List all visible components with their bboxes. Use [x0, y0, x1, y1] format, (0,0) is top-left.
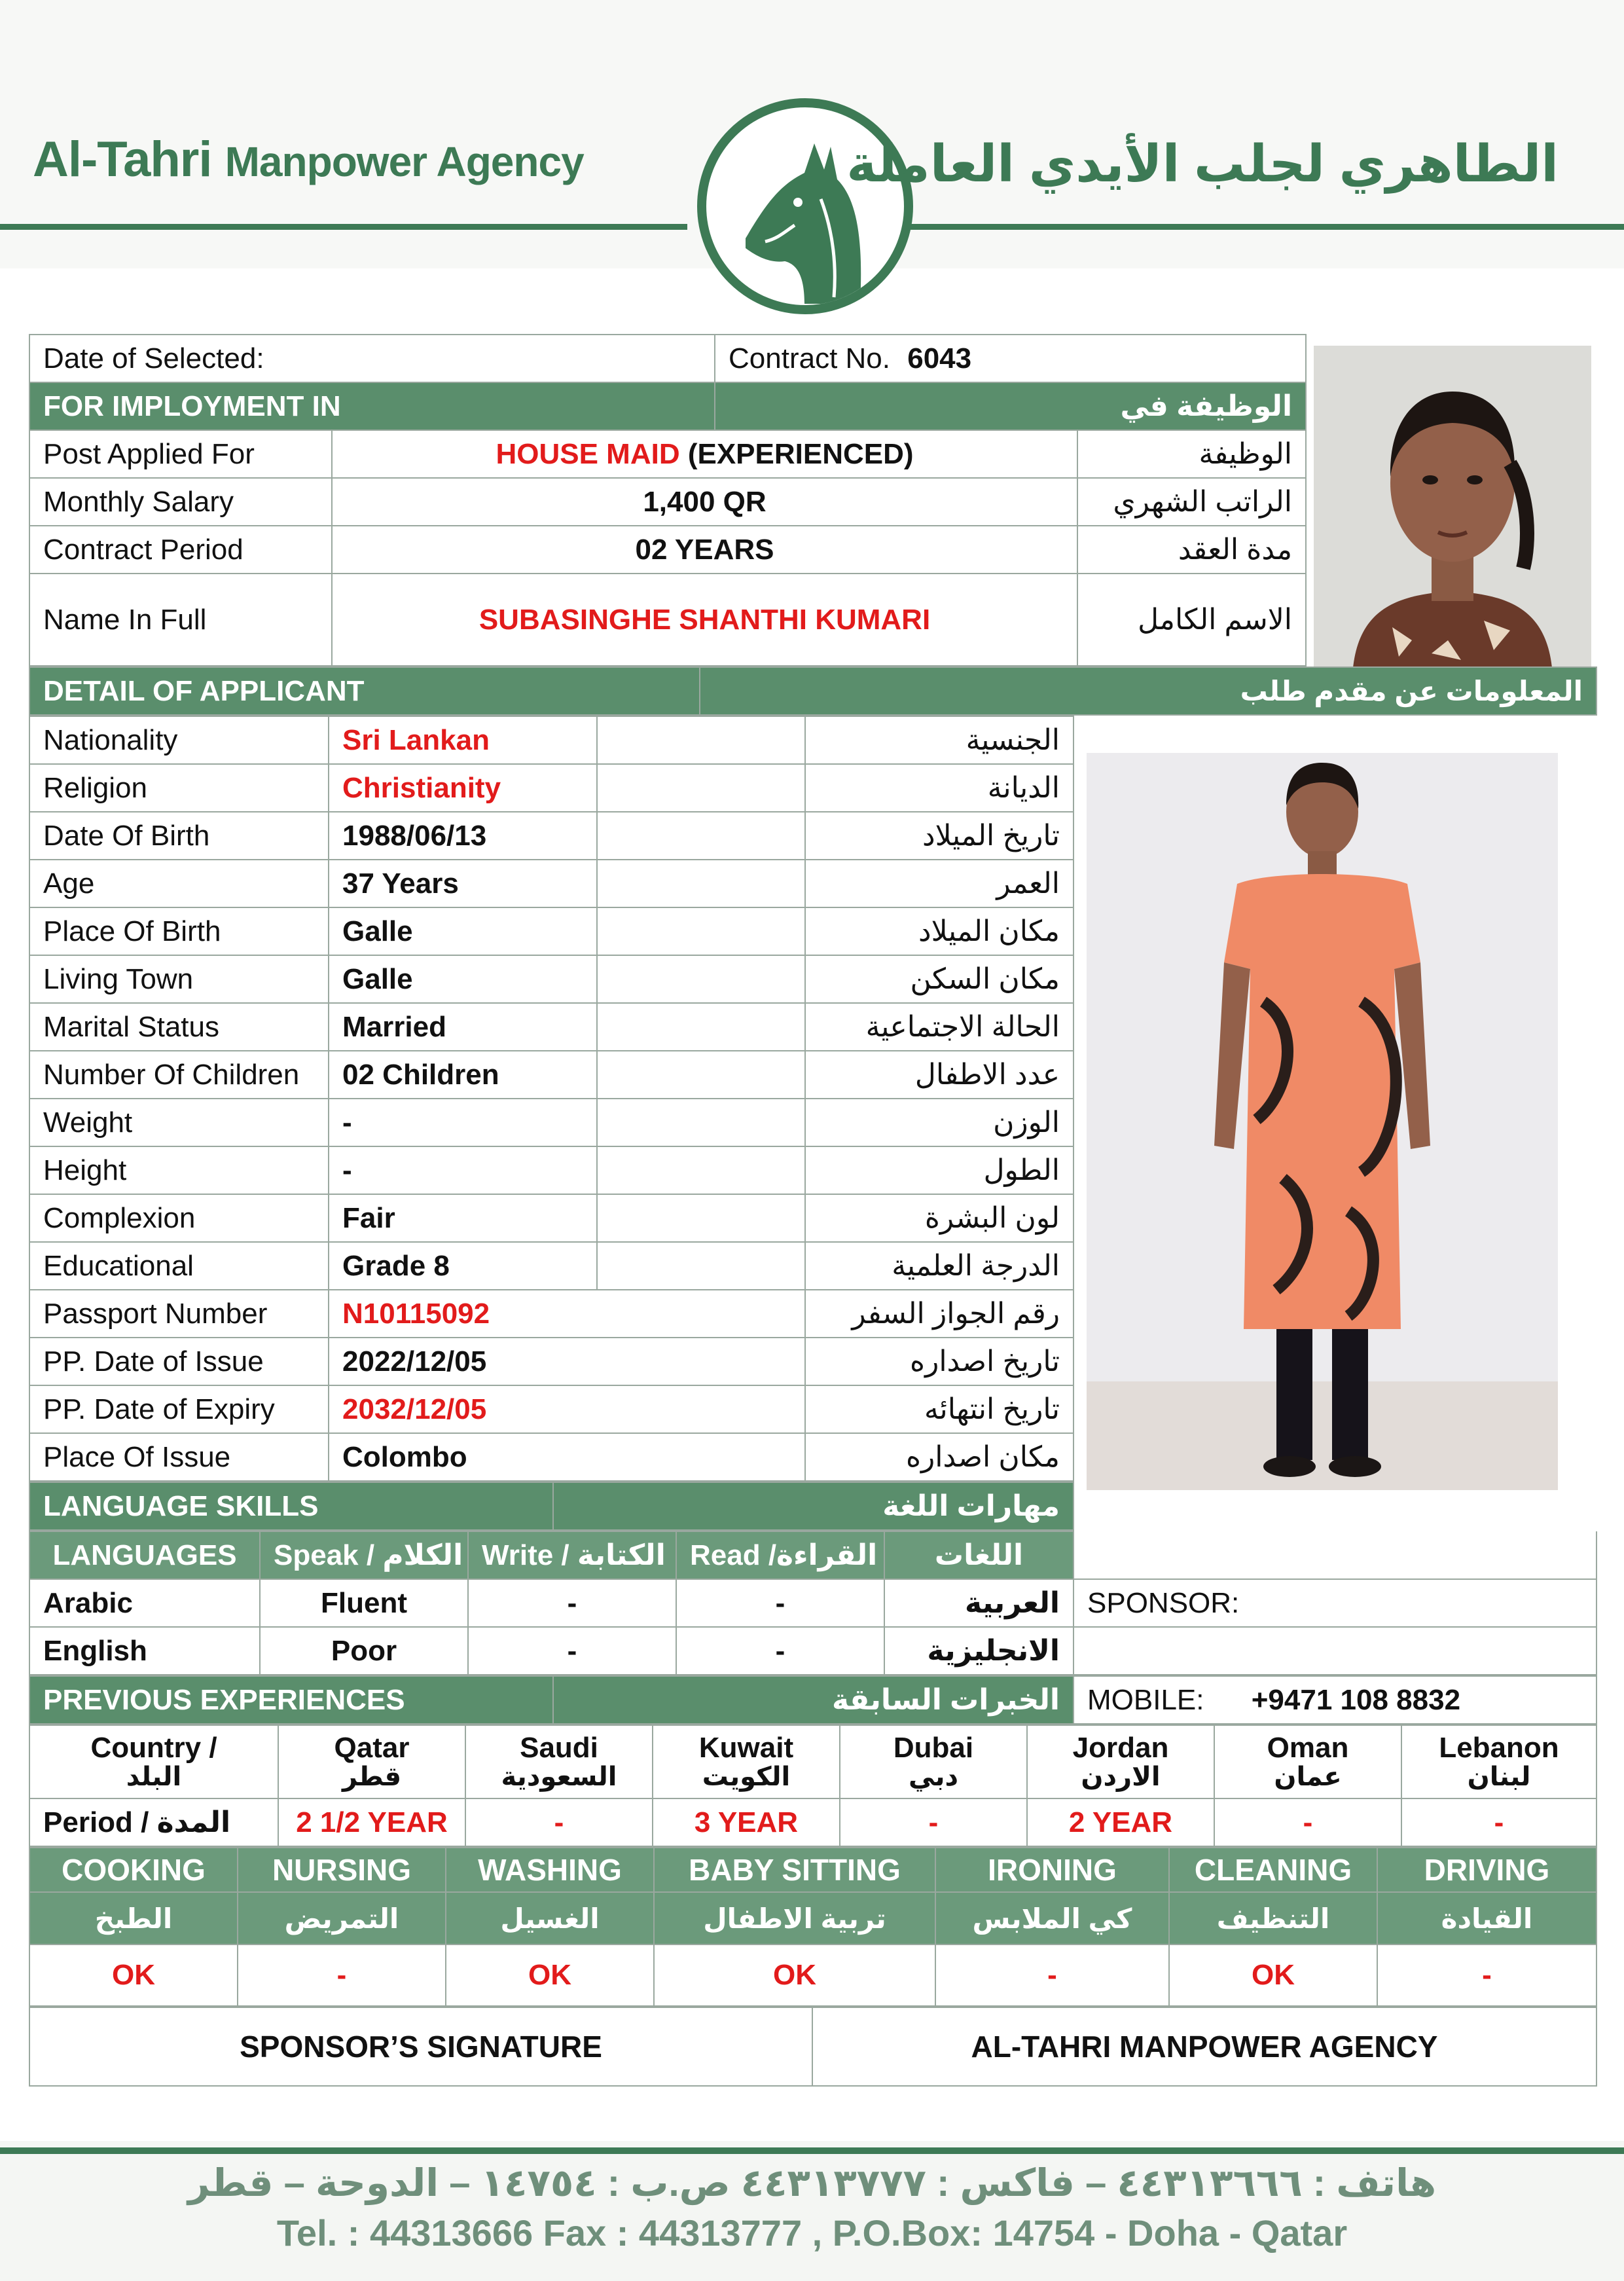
date-selected-label: Date of Selected: [29, 335, 715, 382]
skill-name-arabic: التمريض [238, 1892, 446, 1944]
mobile-label: MOBILE: [1087, 1683, 1204, 1716]
detail-value: 37 Years [329, 860, 597, 907]
monthly-salary-label-arabic: الراتب الشهري [1077, 478, 1306, 526]
detail-label: Passport Number [29, 1290, 329, 1338]
monthly-salary-value: 1,400 QR [332, 478, 1077, 526]
brand-name-main: Al-Tahri [33, 132, 212, 187]
experience-country [465, 1725, 653, 1798]
detail-label: Living Town [29, 955, 329, 1003]
experience-country-en: Qatar [334, 1731, 410, 1764]
experience-country-en: Oman [1267, 1731, 1349, 1764]
full-name-value: SUBASINGHE SHANTHI KUMARI [332, 574, 1077, 666]
applicant-detail-row [29, 1051, 1074, 1099]
detail-label: Educational [29, 1242, 329, 1290]
applicant-section-header [29, 666, 1597, 716]
skill-value: - [238, 1944, 446, 2006]
skill-name: CLEANING [1169, 1848, 1377, 1892]
applicant-detail-row [29, 1242, 1074, 1290]
post-applied-value [332, 430, 1077, 478]
experience-country-en: Dubai [893, 1731, 974, 1764]
language-name: English [29, 1627, 260, 1675]
detail-value: Colombo [329, 1433, 805, 1481]
experience-period: - [1214, 1798, 1401, 1846]
employment-section-title: FOR IMPLOYMENT IN [29, 382, 715, 430]
experience-country-ar: السعودية [501, 1762, 617, 1792]
detail-label-arabic: الدرجة العلمية [805, 1242, 1074, 1290]
language-section-title-arabic: مهارات اللغة [553, 1482, 1074, 1530]
detail-value: 1988/06/13 [329, 812, 597, 860]
experience-country-ar: عمان [1274, 1762, 1342, 1792]
experience-section-header [29, 1675, 1597, 1724]
detail-label: Weight [29, 1099, 329, 1146]
detail-label-arabic: الديانة [805, 764, 1074, 812]
contract-period-label: Contract Period [29, 526, 332, 574]
detail-label-arabic: رقم الجواز السفر [805, 1290, 1074, 1338]
detail-spacer [597, 812, 805, 860]
detail-value: - [329, 1146, 597, 1194]
skill-name: NURSING [238, 1848, 446, 1892]
letterhead [0, 0, 1624, 268]
applicant-section-title-arabic: المعلومات عن مقدم طلب [700, 667, 1597, 715]
skill-value: - [935, 1944, 1169, 2006]
experience-country-ar: الكويت [702, 1762, 791, 1792]
detail-value: 2032/12/05 [329, 1385, 805, 1433]
applicant-detail-row [29, 1194, 1074, 1242]
footer-contact-arabic: هاتف : ٤٤٣١٣٦٦٦ – فاكس : ٤٤٣١٣٧٧٧ ص.ب : ١٤٧٥٤ – الدوحة – قطر [187, 2162, 1437, 2204]
detail-label-arabic: مكان الميلاد [805, 907, 1074, 955]
detail-label: Complexion [29, 1194, 329, 1242]
contract-number-cell [715, 335, 1306, 382]
language-section-header [29, 1482, 1074, 1531]
skill-name: BABY SITTING [654, 1848, 935, 1892]
detail-label-arabic: مكان اصداره [805, 1433, 1074, 1481]
skills-table [29, 1847, 1597, 2007]
detail-spacer [597, 1146, 805, 1194]
applicant-detail-row [29, 716, 1074, 764]
detail-value: Galle [329, 955, 597, 1003]
brand-name-arabic: الطاهري لجلب الأيدي العاملة [846, 135, 1559, 192]
experience-country [278, 1725, 465, 1798]
detail-label: Nationality [29, 716, 329, 764]
language-name: Arabic [29, 1579, 260, 1627]
experience-country-ar: دبي [908, 1762, 958, 1792]
detail-spacer [597, 955, 805, 1003]
detail-label: Place Of Issue [29, 1433, 329, 1481]
experience-period: - [840, 1798, 1027, 1846]
experience-country-ar: قطر [342, 1762, 402, 1792]
skill-name-arabic: كي الملابس [935, 1892, 1169, 1944]
applicant-detail-row [29, 1099, 1074, 1146]
skill-name-arabic: تربية الاطفال [654, 1892, 935, 1944]
agency-signature-label: AL-TAHRI MANPOWER AGENCY [812, 2007, 1597, 2086]
experience-country-en: Jordan [1072, 1731, 1169, 1764]
language-read: - [676, 1627, 884, 1675]
employment-table [29, 334, 1307, 666]
experience-country-ar: لبنان [1467, 1762, 1531, 1792]
language-write: - [468, 1579, 676, 1627]
full-name-label: Name In Full [29, 574, 332, 666]
detail-spacer [597, 1194, 805, 1242]
detail-label-arabic: تاريخ الميلاد [805, 812, 1074, 860]
skill-name-arabic: التنظيف [1169, 1892, 1377, 1944]
language-name-arabic: الانجليزية [884, 1627, 1074, 1675]
detail-value: Sri Lankan [329, 716, 597, 764]
header-rule-left [0, 224, 687, 230]
detail-label-arabic: الحالة الاجتماعية [805, 1003, 1074, 1051]
applicant-detail-row [29, 1146, 1074, 1194]
full-name-label-arabic: الاسم الكامل [1077, 574, 1306, 666]
applicant-detail-row [29, 1338, 1074, 1385]
mobile-cell [1074, 1676, 1597, 1724]
detail-label-arabic: لون البشرة [805, 1194, 1074, 1242]
languages-header: LANGUAGES [29, 1531, 260, 1579]
brand-name-english [33, 131, 584, 188]
skill-name: IRONING [935, 1848, 1169, 1892]
skill-value: - [1377, 1944, 1597, 2006]
experience-period: - [1401, 1798, 1597, 1846]
detail-spacer [597, 907, 805, 955]
detail-value: 2022/12/05 [329, 1338, 805, 1385]
detail-spacer [597, 764, 805, 812]
skill-value: OK [29, 1944, 238, 2006]
header-rule-right [910, 224, 1624, 230]
contract-number-label: Contract No. [729, 342, 890, 374]
horse-head-icon [697, 98, 913, 314]
period-label: Period / المدة [29, 1798, 278, 1846]
read-header: Read /القراءة [676, 1531, 884, 1579]
language-read: - [676, 1579, 884, 1627]
detail-label-arabic: تاريخ اصداره [805, 1338, 1074, 1385]
detail-value: - [329, 1099, 597, 1146]
skill-value: OK [654, 1944, 935, 2006]
detail-spacer [597, 716, 805, 764]
experience-period: 2 YEAR [1027, 1798, 1214, 1846]
post-applied-suffix: (EXPERIENCED) [679, 437, 914, 470]
skill-name: WASHING [446, 1848, 654, 1892]
skill-name-arabic: الغسيل [446, 1892, 654, 1944]
country-header-ar: البلد [126, 1762, 182, 1792]
detail-label: PP. Date of Issue [29, 1338, 329, 1385]
experience-section-title-arabic: الخبرات السابقة [553, 1676, 1074, 1724]
applicant-detail-row [29, 764, 1074, 812]
skill-name-arabic: الطبخ [29, 1892, 238, 1944]
detail-label-arabic: مكان السكن [805, 955, 1074, 1003]
detail-spacer [597, 1051, 805, 1099]
detail-label: Place Of Birth [29, 907, 329, 955]
sponsor-label: SPONSOR: [1074, 1579, 1597, 1627]
detail-label: Marital Status [29, 1003, 329, 1051]
contract-number-value: 6043 [907, 342, 972, 374]
experience-country [1027, 1725, 1214, 1798]
language-header-spacer [1074, 1531, 1597, 1579]
detail-value: N10115092 [329, 1290, 805, 1338]
sponsor-signature-label: SPONSOR’S SIGNATURE [29, 2007, 812, 2086]
detail-label-arabic: تاريخ انتهائه [805, 1385, 1074, 1433]
experience-country-en: Saudi [520, 1731, 598, 1764]
skill-name: COOKING [29, 1848, 238, 1892]
post-applied-label: Post Applied For [29, 430, 332, 478]
monthly-salary-label: Monthly Salary [29, 478, 332, 526]
detail-value: 02 Children [329, 1051, 597, 1099]
detail-label: Religion [29, 764, 329, 812]
application-form [29, 334, 1596, 2087]
experience-country-ar: الاردن [1081, 1762, 1161, 1792]
speak-header: Speak / الكلام [260, 1531, 468, 1579]
experience-period: 2 1/2 YEAR [278, 1798, 465, 1846]
experience-table [29, 1724, 1597, 1847]
post-applied-red-text: HOUSE MAID [496, 437, 680, 470]
language-write: - [468, 1627, 676, 1675]
applicant-detail-row [29, 1290, 1074, 1338]
detail-label: Date Of Birth [29, 812, 329, 860]
detail-label-arabic: عدد الاطفال [805, 1051, 1074, 1099]
detail-label-arabic: العمر [805, 860, 1074, 907]
languages-header-arabic: اللغات [884, 1531, 1074, 1579]
detail-spacer [597, 860, 805, 907]
applicant-detail-row [29, 860, 1074, 907]
detail-value: Galle [329, 907, 597, 955]
detail-spacer [597, 1003, 805, 1051]
experience-country-en: Kuwait [698, 1731, 794, 1764]
language-section-title: LANGUAGE SKILLS [29, 1482, 553, 1530]
detail-label: PP. Date of Expiry [29, 1385, 329, 1433]
skill-value: OK [446, 1944, 654, 2006]
detail-label: Age [29, 860, 329, 907]
applicant-section-title: DETAIL OF APPLICANT [29, 667, 700, 715]
language-name-arabic: العربية [884, 1579, 1074, 1627]
skill-name-arabic: القيادة [1377, 1892, 1597, 1944]
skill-value: OK [1169, 1944, 1377, 2006]
detail-label: Number Of Children [29, 1051, 329, 1099]
detail-value: Married [329, 1003, 597, 1051]
signature-table [29, 2007, 1597, 2087]
detail-label-arabic: الجنسية [805, 716, 1074, 764]
country-header [29, 1725, 278, 1798]
detail-spacer [597, 1099, 805, 1146]
footer-rule [0, 2147, 1624, 2154]
applicant-detail-row [29, 955, 1074, 1003]
experience-country [653, 1725, 840, 1798]
applicant-detail-row [29, 1433, 1074, 1481]
language-speak: Poor [260, 1627, 468, 1675]
applicant-detail-row [29, 1003, 1074, 1051]
experience-country [840, 1725, 1027, 1798]
detail-label-arabic: الطول [805, 1146, 1074, 1194]
detail-spacer [597, 1242, 805, 1290]
applicant-detail-row [29, 907, 1074, 955]
experience-section-title: PREVIOUS EXPERIENCES [29, 1676, 553, 1724]
detail-value: Christianity [329, 764, 597, 812]
detail-value: Grade 8 [329, 1242, 597, 1290]
applicant-detail-row [29, 812, 1074, 860]
detail-label-arabic: الوزن [805, 1099, 1074, 1146]
applicant-details-table [29, 716, 1074, 1482]
footer-contact-english: Tel. : 44313666 Fax : 44313777 , P.O.Box: 14754 - Doha - Qatar [276, 2212, 1348, 2254]
brand-name-sub: Manpower Agency [225, 138, 584, 185]
contract-period-label-arabic: مدة العقد [1077, 526, 1306, 574]
experience-country [1401, 1725, 1597, 1798]
language-skills-table [29, 1531, 1597, 1675]
mobile-value: +9471 108 8832 [1251, 1683, 1461, 1716]
employment-section-title-arabic: الوظيفة في [715, 382, 1306, 430]
sponsor-value-blank [1074, 1627, 1597, 1675]
experience-period: - [465, 1798, 653, 1846]
experience-period: 3 YEAR [653, 1798, 840, 1846]
contract-period-value: 02 YEARS [332, 526, 1077, 574]
post-applied-label-arabic: الوظيفة [1077, 430, 1306, 478]
detail-label: Height [29, 1146, 329, 1194]
write-header: Write / الكتابة [468, 1531, 676, 1579]
experience-country-en: Lebanon [1439, 1731, 1559, 1764]
skill-name: DRIVING [1377, 1848, 1597, 1892]
experience-country [1214, 1725, 1401, 1798]
country-header-en: Country / [90, 1731, 217, 1764]
language-speak: Fluent [260, 1579, 468, 1627]
applicant-detail-row [29, 1385, 1074, 1433]
detail-value: Fair [329, 1194, 597, 1242]
